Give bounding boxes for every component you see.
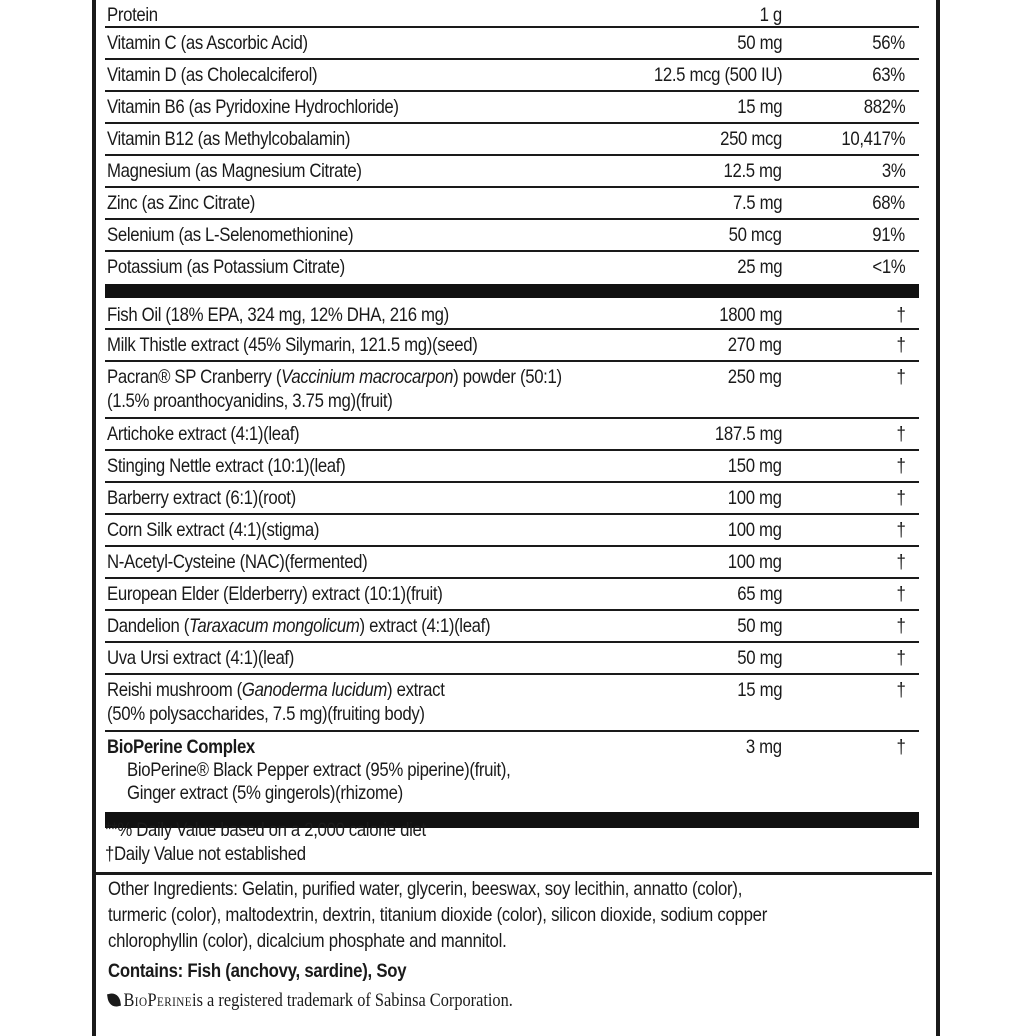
ingredient-dv: † <box>896 615 905 637</box>
leaf-icon <box>107 992 121 1008</box>
other-ingredients-line-2: turmeric (color), maltodextrin, dextrin, titanium dioxide (color), silicon dioxide, sodium copper <box>108 904 768 926</box>
bioperine-complex-row <box>105 732 919 812</box>
ingredient-name: Stinging Nettle extract (10:1)(leaf) <box>107 455 346 477</box>
table-row <box>105 0 919 28</box>
nutrient-dv: 91% <box>872 224 905 246</box>
thick-divider <box>105 284 919 298</box>
table-row <box>105 515 919 547</box>
nutrient-name: Vitamin D (as Cholecalciferol) <box>107 64 318 86</box>
allergen-statement <box>108 958 928 984</box>
table-row <box>105 124 919 156</box>
bioperine-dv: † <box>896 736 905 758</box>
bioperine-line-2: Ginger extract (5% gingerols)(rhizome) <box>127 782 403 804</box>
dagger-note: †Daily Value not established <box>105 843 306 865</box>
nutrient-name: Zinc (as Zinc Citrate) <box>107 192 256 214</box>
nutrient-name: Vitamin B12 (as Methylcobalamin) <box>107 128 351 150</box>
nutrient-dv: 882% <box>863 96 905 118</box>
ingredient-amount: 100 mg <box>728 487 782 509</box>
ingredient-dv: † <box>896 679 905 701</box>
nutrient-amount: 12.5 mcg (500 IU) <box>653 64 782 86</box>
table-row <box>105 330 919 362</box>
ingredient-dv: † <box>896 455 905 477</box>
bioperine-amount: 3 mg <box>746 736 782 758</box>
contains-text: Contains: Fish (anchovy, sardine), Soy <box>108 960 407 982</box>
trademark-notice <box>108 990 513 1012</box>
ingredient-name: Reishi mushroom (Ganoderma lucidum) extract <box>107 679 445 701</box>
nutrient-dv: <1% <box>871 256 905 278</box>
ingredient-amount: 150 mg <box>728 455 782 477</box>
ingredient-name: Barberry extract (6:1)(root) <box>107 487 296 509</box>
table-row <box>105 483 919 515</box>
table-row <box>105 675 919 732</box>
table-row <box>105 451 919 483</box>
nutrient-amount: 50 mcg <box>729 224 782 246</box>
ingredient-dv: † <box>896 423 905 445</box>
ingredient-name: Artichoke extract (4:1)(leaf) <box>107 423 300 445</box>
nutrient-name: Magnesium (as Magnesium Citrate) <box>107 160 362 182</box>
nutrient-dv: 63% <box>872 64 905 86</box>
supplement-facts-table <box>105 0 919 828</box>
ingredient-amount: 100 mg <box>728 519 782 541</box>
other-ingredients-line-3: chlorophyllin (color), dicalcium phosphate and mannitol. <box>108 930 507 952</box>
table-row <box>105 611 919 643</box>
ingredient-amount: 15 mg <box>737 679 782 701</box>
ingredient-name: Pacran® SP Cranberry (Vaccinium macrocarpon) powder (50:1) <box>107 366 562 388</box>
ingredient-dv: † <box>896 304 905 326</box>
ingredient-name: European Elder (Elderberry) extract (10:1)(fruit) <box>107 583 443 605</box>
nutrient-amount: 7.5 mg <box>732 192 782 214</box>
table-row <box>105 547 919 579</box>
ingredient-amount: 270 mg <box>728 334 782 356</box>
table-row <box>105 220 919 252</box>
bioperine-complex-title: BioPerine Complex <box>107 736 255 758</box>
ingredient-dv: † <box>896 583 905 605</box>
table-row <box>105 419 919 451</box>
table-row <box>105 643 919 675</box>
table-row <box>105 252 919 282</box>
ingredient-amount: 1800 mg <box>719 304 782 326</box>
nutrient-dv: 3% <box>881 160 905 182</box>
table-row <box>105 362 919 419</box>
nutrient-dv: 56% <box>872 32 905 54</box>
nutrient-amount: 1 g <box>759 4 782 26</box>
nutrient-dv: 68% <box>872 192 905 214</box>
ingredient-amount: 187.5 mg <box>714 423 782 445</box>
ingredient-dv: † <box>896 366 905 388</box>
ingredient-name: Milk Thistle extract (45% Silymarin, 121.5 mg)(seed) <box>107 334 478 356</box>
table-row <box>105 300 919 330</box>
footnotes <box>105 818 919 866</box>
table-row <box>105 28 919 60</box>
ingredient-name: Dandelion (Taraxacum mongolicum) extract (4:1)(leaf) <box>107 615 491 637</box>
ingredient-name: Corn Silk extract (4:1)(stigma) <box>107 519 320 541</box>
nutrient-name: Vitamin B6 (as Pyridoxine Hydrochloride) <box>107 96 399 118</box>
ingredient-dv: † <box>896 551 905 573</box>
trademark-text: is a registered trademark of Sabinsa Corporation. <box>192 990 513 1011</box>
nutrient-amount: 50 mg <box>737 32 782 54</box>
nutrient-amount: 25 mg <box>737 256 782 278</box>
ingredient-name: Uva Ursi extract (4:1)(leaf) <box>107 647 294 669</box>
nutrient-name: Vitamin C (as Ascorbic Acid) <box>107 32 308 54</box>
ingredient-dv: † <box>896 647 905 669</box>
nutrient-name: Potassium (as Potassium Citrate) <box>107 256 345 278</box>
ingredient-name-continued: (1.5% proanthocyanidins, 3.75 mg)(fruit) <box>107 390 393 412</box>
ingredient-name: N-Acetyl-Cysteine (NAC)(fermented) <box>107 551 368 573</box>
nutrient-amount: 250 mcg <box>720 128 782 150</box>
bioperine-line-1: BioPerine® Black Pepper extract (95% piperine)(fruit), <box>127 759 511 781</box>
other-ingredients <box>108 876 928 954</box>
ingredient-name: Fish Oil (18% EPA, 324 mg, 12% DHA, 216 mg) <box>107 304 449 326</box>
ingredient-amount: 65 mg <box>737 583 782 605</box>
ingredient-dv: † <box>896 487 905 509</box>
nutrient-amount: 12.5 mg <box>723 160 782 182</box>
table-row <box>105 188 919 220</box>
ingredient-amount: 100 mg <box>728 551 782 573</box>
daily-value-note: **% Daily Value based on a 2,000 calorie diet <box>105 819 426 841</box>
nutrient-amount: 15 mg <box>737 96 782 118</box>
ingredient-amount: 250 mg <box>728 366 782 388</box>
nutrient-name: Protein <box>107 4 158 26</box>
nutrient-dv: 10,417% <box>841 128 905 150</box>
table-row <box>105 579 919 611</box>
section-divider <box>96 872 932 875</box>
ingredient-dv: † <box>896 334 905 356</box>
nutrient-name: Selenium (as L-Selenomethionine) <box>107 224 354 246</box>
ingredient-name-continued: (50% polysaccharides, 7.5 mg)(fruiting body) <box>107 703 425 725</box>
table-row <box>105 92 919 124</box>
ingredient-dv: † <box>896 519 905 541</box>
trademark-brand: BioPerine <box>123 990 193 1011</box>
other-ingredients-line-1: Other Ingredients: Gelatin, purified water, glycerin, beeswax, soy lecithin, annatto (color), <box>108 878 743 900</box>
table-row <box>105 156 919 188</box>
ingredient-amount: 50 mg <box>737 615 782 637</box>
table-row <box>105 60 919 92</box>
ingredient-amount: 50 mg <box>737 647 782 669</box>
